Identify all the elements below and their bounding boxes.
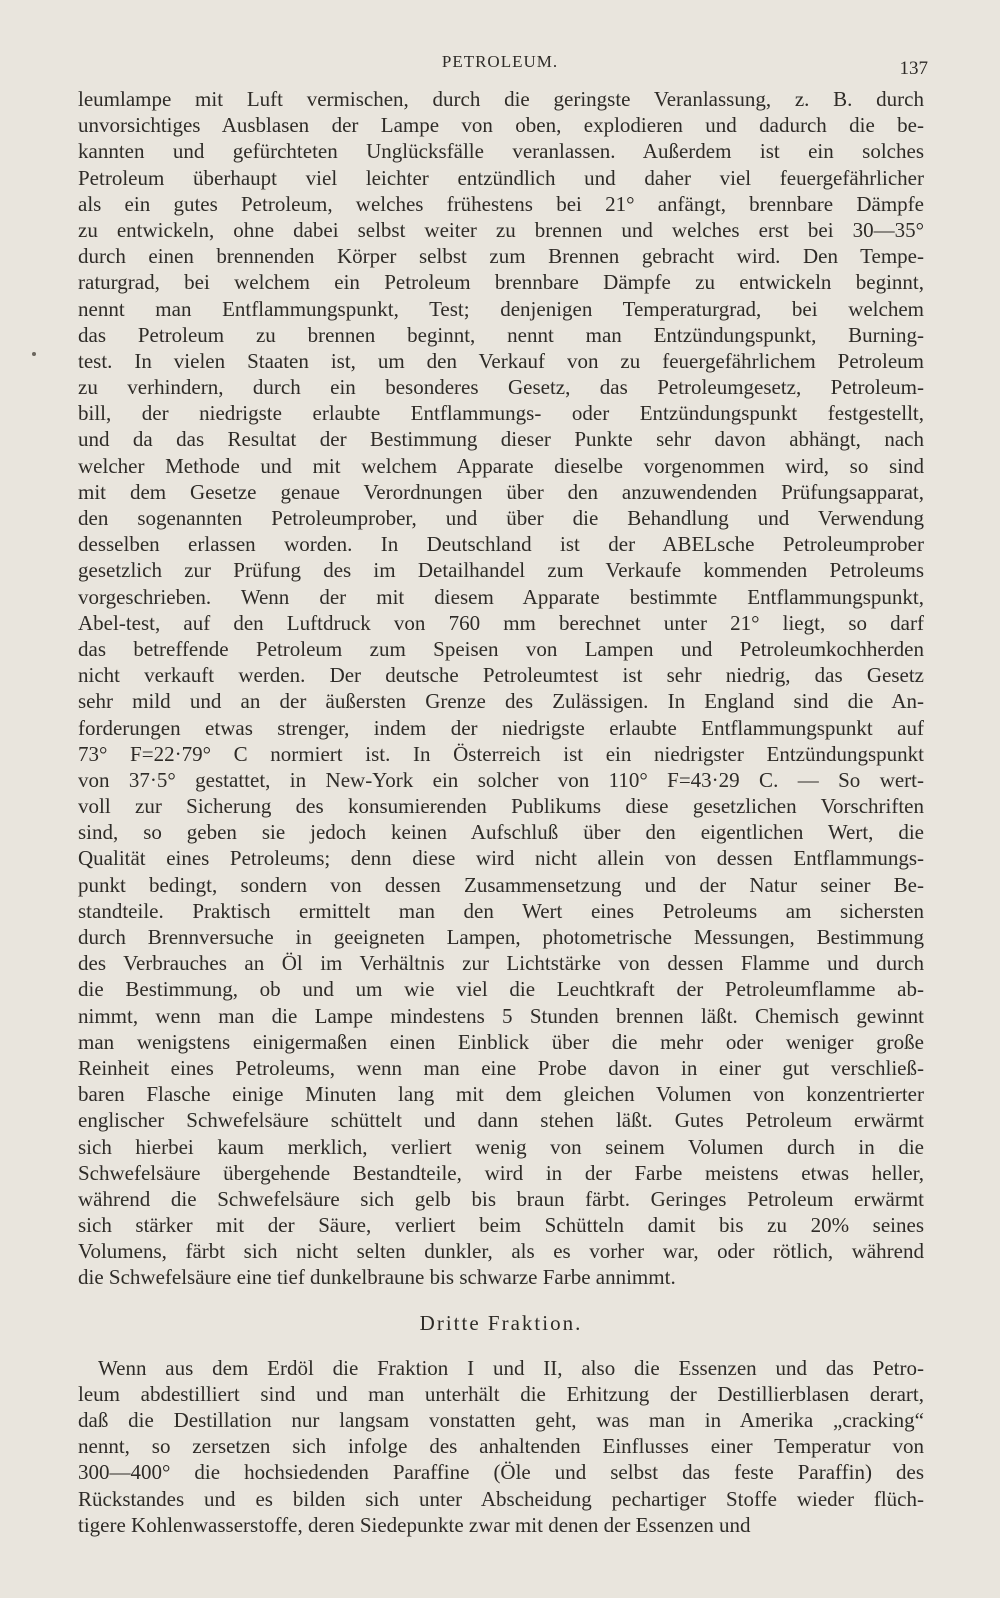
text-line: daß die Destillation nur langsam vonstatten geht, was man in Amerika „cracking“	[78, 1408, 924, 1432]
text-line: nennt, so zersetzen sich infolge des anhaltenden Einflusses einer Temperatur von	[78, 1434, 924, 1459]
text-line: raturgrad, bei welchem ein Petroleum brennbare Dämpfe zu entwickeln beginnt,	[78, 270, 924, 295]
text-line: unvorsichtiges Ausblasen der Lampe von oben, explodieren und dadurch die be-	[78, 113, 924, 138]
text-line: sehr mild und an der äußersten Grenze des Zulässigen. In England sind die An-	[78, 689, 924, 714]
text-line: forderungen etwas strenger, indem der niedrigste erlaubte Entflammungspunkt auf	[78, 715, 924, 740]
text-line: bill, der niedrigste erlaubte Entflammungs- oder Entzündungspunkt festgestellt,	[78, 401, 924, 426]
page-number: 137	[899, 58, 928, 79]
text-line: punkt bedingt, sondern von dessen Zusammensetzung und der Natur seiner Be-	[78, 872, 924, 897]
text-line: Wenn aus dem Erdöl die Fraktion I und II, also die Essenzen und das Petro-	[98, 1355, 924, 1380]
text-line: standteile. Praktisch ermittelt man den Wert eines Petroleums am sichersten	[78, 898, 924, 923]
margin-dot	[32, 352, 36, 356]
text-line: voll zur Sicherung des konsumierenden Publikums diese gesetzlichen Vorschriften	[78, 794, 924, 819]
text-line: Qualität eines Petroleums; denn diese wird nicht allein von dessen Entflammungs-	[78, 846, 924, 871]
text-line: während die Schwefelsäure sich gelb bis braun färbt. Geringes Petroleum erwärmt	[78, 1186, 924, 1211]
text-line: 300—400° die hochsiedenden Paraffine (Öle und selbst das feste Paraffin) des	[78, 1460, 924, 1485]
text-line: gesetzlich zur Prüfung des im Detailhandel zum Verkaufe kommenden Petroleums	[78, 558, 924, 583]
text-line: zu entwickeln, ohne dabei selbst weiter zu brennen und welches erst bei 30—35°	[78, 217, 924, 242]
running-title: PETROLEUM.	[441, 52, 559, 71]
text-line: tigere Kohlenwasserstoffe, deren Siedepunkte zwar mit denen der Essenzen und	[78, 1512, 751, 1537]
text-line: die Schwefelsäure eine tief dunkelbraune bis schwarze Farbe annimmt.	[78, 1265, 676, 1290]
text-line: den sogenannten Petroleumprober, und über die Behandlung und Verwendung	[78, 506, 924, 530]
text-line: Schwefelsäure übergehende Bestandteile, wird in der Farbe meistens etwas heller,	[78, 1160, 924, 1185]
text-line: das betreffende Petroleum zum Speisen von Lampen und Petroleumkochherden	[78, 636, 924, 661]
text-body	[78, 86, 924, 1538]
text-line: Abel-test, auf den Luftdruck von 760 mm berechnet unter 21° liegt, so darf	[78, 610, 924, 635]
text-line: sind, so geben sie jedoch keinen Aufschluß über den eigentlichen Wert, die	[78, 820, 924, 845]
text-line: des Verbrauches an Öl im Verhältnis zur Lichtstärke von dessen Flamme und durch	[78, 951, 924, 976]
text-line: die Bestimmung, ob und um wie viel die Leuchtkraft der Petroleumflamme ab-	[78, 977, 924, 1002]
text-line: Reinheit eines Petroleums, wenn man eine Probe davon in einer gut verschließ-	[78, 1055, 924, 1080]
section-heading: Dritte Fraktion.	[419, 1310, 583, 1335]
text-line: vorgeschrieben. Wenn der mit diesem Apparate bestimmte Entflammungspunkt,	[78, 584, 924, 609]
text-line: man wenigstens einigermaßen einen Einblick über die mehr oder weniger große	[78, 1029, 924, 1054]
text-line: durch Brennversuche in geeigneten Lampen, photometrische Messungen, Bestimmung	[78, 925, 924, 949]
text-line: mit dem Gesetze genaue Verordnungen über den anzuwendenden Prüfungsapparat,	[78, 479, 924, 504]
text-line: als ein gutes Petroleum, welches frühestens bei 21° anfängt, brennbare Dämpfe	[78, 191, 924, 216]
text-line: zu verhindern, durch ein besonderes Gesetz, das Petroleumgesetz, Petroleum-	[78, 375, 924, 400]
text-line: test. In vielen Staaten ist, um den Verkauf von zu feuergefährlichem Petroleum	[78, 348, 924, 373]
text-line: und da das Resultat der Bestimmung dieser Punkte sehr davon abhängt, nach	[78, 427, 924, 452]
text-line: Volumens, färbt sich nicht selten dunkler, als es vorher war, oder rötlich, während	[78, 1239, 924, 1264]
text-line: nimmt, wenn man die Lampe mindestens 5 Stunden brennen läßt. Chemisch gewinnt	[78, 1003, 924, 1028]
text-line: leumlampe mit Luft vermischen, durch die geringste Veranlassung, z. B. durch	[78, 87, 924, 111]
text-line: sich stärker mit der Säure, verliert beim Schütteln damit bis zu 20% seines	[78, 1213, 924, 1238]
text-line: von 37·5° gestattet, in New-York ein solcher von 110° F=43·29 C. — So wert-	[78, 767, 924, 792]
text-line: durch einen brennenden Körper selbst zum Brennen gebracht wird. Den Tempe-	[78, 244, 924, 269]
text-line: kannten und gefürchteten Unglücksfälle veranlassen. Außerdem ist ein solches	[78, 139, 924, 164]
paragraph-petroleum-tests	[78, 86, 924, 1291]
text-line: Petroleum überhaupt viel leichter entzündlich und daher viel feuergefährlicher	[78, 165, 924, 190]
text-line: Rückstandes und es bilden sich unter Abscheidung pechartiger Stoffe wieder flüch-	[78, 1486, 924, 1511]
paragraph-third-fraction	[78, 1355, 924, 1538]
text-line: desselben erlassen worden. In Deutschland ist der ABELsche Petroleumprober	[78, 532, 924, 557]
text-line: leum abdestilliert sind und man unterhält die Erhitzung der Destillierblasen derart,	[78, 1381, 924, 1406]
text-line: nennt man Entflammungspunkt, Test; denjenigen Temperaturgrad, bei welchem	[78, 296, 924, 321]
text-line: das Petroleum zu brennen beginnt, nennt man Entzündungspunkt, Burning-	[78, 322, 924, 347]
text-line: 73° F=22·79° C normiert ist. In Österreich ist ein niedrigster Entzündungspunkt	[78, 741, 924, 766]
text-line: nicht verkauft werden. Der deutsche Petroleumtest ist sehr niedrig, das Gesetz	[78, 663, 924, 688]
text-line: welcher Methode und mit welchem Apparate dieselbe vorgenommen wird, so sind	[78, 453, 924, 478]
text-line: baren Flasche einige Minuten lang mit dem gleichen Volumen von konzentrierter	[78, 1082, 924, 1107]
text-line: englischer Schwefelsäure schüttelt und dann stehen läßt. Gutes Petroleum erwärmt	[78, 1108, 924, 1133]
text-line: sich hierbei kaum merklich, verliert wenig von seinem Volumen durch in die	[78, 1134, 924, 1159]
